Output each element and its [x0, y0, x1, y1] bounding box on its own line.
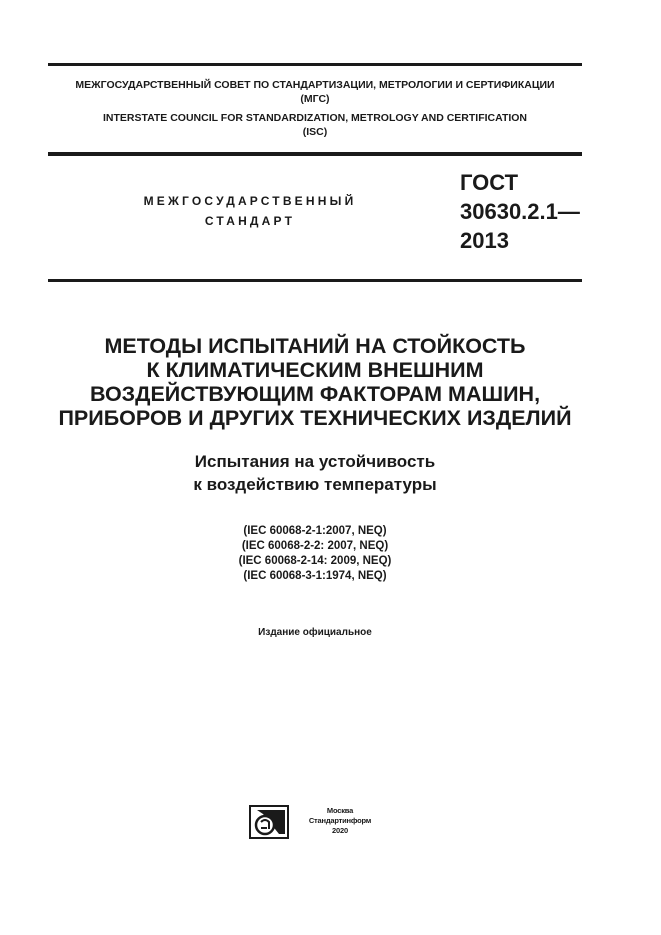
publisher-city: Москва	[326, 806, 354, 815]
council-ru-name: МЕЖГОСУДАРСТВЕННЫЙ СОВЕТ ПО СТАНДАРТИЗАЦИИ, МЕТРОЛОГИИ И СЕРТИФИКАЦИИ	[75, 79, 555, 91]
gost-number	[460, 168, 580, 255]
header-divider	[48, 152, 582, 156]
document-subtitle	[20, 450, 610, 496]
subtitle-line: Испытания на устойчивость	[194, 452, 436, 471]
iec-references	[20, 524, 610, 584]
title-line: ВОЗДЕЙСТВУЮЩИМ ФАКТОРАМ МАШИН,	[89, 382, 541, 406]
iec-reference: (IEC 60068-2-2: 2007, NEQ)	[241, 540, 389, 552]
edition-label: Издание официальное	[258, 627, 372, 638]
designation-line1: МЕЖГОСУДАРСТВЕННЫЙ	[143, 194, 357, 208]
publisher-info	[300, 806, 380, 836]
iec-reference: (IEC 60068-2-14: 2009, NEQ)	[238, 555, 392, 567]
publisher-year: 2020	[332, 826, 348, 835]
title-line: МЕТОДЫ ИСПЫТАНИЙ НА СТОЙКОСТЬ	[104, 334, 526, 358]
gost-year: 2013	[460, 228, 509, 253]
council-ru	[48, 78, 582, 106]
iec-reference: (IEC 60068-3-1:1974, NEQ)	[243, 570, 387, 582]
council-ru-abbr: (МГС)	[300, 93, 330, 105]
title-divider	[48, 279, 582, 282]
designation-line2: СТАНДАРТ	[204, 214, 296, 228]
subtitle-line: к воздействию температуры	[193, 475, 437, 494]
council-en	[48, 111, 582, 139]
standartinform-logo-icon	[249, 805, 289, 839]
publisher-name: Стандартинформ	[308, 816, 372, 825]
document-title	[20, 334, 610, 430]
title-line: ПРИБОРОВ И ДРУГИХ ТЕХНИЧЕСКИХ ИЗДЕЛИЙ	[58, 406, 572, 430]
iec-reference: (IEC 60068-2-1:2007, NEQ)	[243, 525, 387, 537]
top-divider	[48, 63, 582, 66]
council-en-abbr: (ISC)	[302, 126, 328, 138]
standard-designation	[100, 191, 400, 231]
council-en-name: INTERSTATE COUNCIL FOR STANDARDIZATION, METROLOGY AND CERTIFICATION	[102, 112, 528, 124]
gost-code: 30630.2.1—	[460, 199, 580, 224]
title-line: К КЛИМАТИЧЕСКИМ ВНЕШНИМ	[146, 358, 484, 382]
gost-label: ГОСТ	[460, 170, 519, 195]
